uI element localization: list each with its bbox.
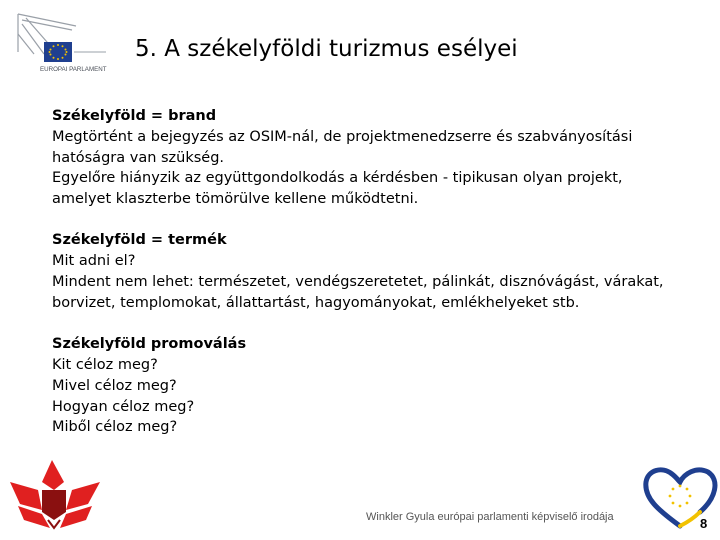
body-line: hatóságra van szükség. [52, 149, 225, 166]
body-line: Mivel céloz meg? [52, 377, 177, 394]
svg-text:EUROPAI PARLAMENT: EUROPAI PARLAMENT [40, 66, 107, 73]
body-line: Kit céloz meg? [52, 356, 158, 373]
page-number: 8 [700, 516, 708, 531]
european-parliament-logo [14, 10, 110, 80]
section-heading: Székelyföld = brand [52, 108, 217, 124]
body-line: Miből céloz meg? [52, 419, 178, 436]
section-promotion [52, 334, 692, 438]
page-title: 5. A székelyföldi turizmus esélyei [135, 36, 518, 62]
footer-text: Winkler Gyula európai parlamenti képviselő irodája [366, 511, 614, 523]
body-line: Mindent nem lehet: természetet, vendégszeretetet, pálinkát, disznóvágást, várakat, [52, 274, 664, 291]
tulip-logo-icon [8, 460, 108, 532]
section-heading: Székelyföld promoválás [52, 336, 247, 353]
section-brand [52, 106, 692, 210]
section-heading: Székelyföld = termék [52, 232, 227, 249]
body-line: Hogyan céloz meg? [52, 398, 195, 415]
slide-content [52, 106, 692, 459]
body-line: Mit adni el? [52, 253, 136, 270]
body-line: Megtörtént a bejegyzés az OSIM-nál, de projektmenedzserre és szabványosítási [52, 128, 633, 145]
section-product [52, 230, 692, 313]
body-line: borvizet, templomokat, állattartást, hagyományokat, emlékhelyeket stb. [52, 294, 580, 311]
body-line: Egyelőre hiányzik az együttgondolkodás a kérdésben - tipikusan olyan projekt, [52, 170, 623, 187]
eu-heart-logo-icon [640, 462, 720, 532]
body-line: amelyet klaszterbe tömörülve kellene működtetni. [52, 191, 419, 208]
